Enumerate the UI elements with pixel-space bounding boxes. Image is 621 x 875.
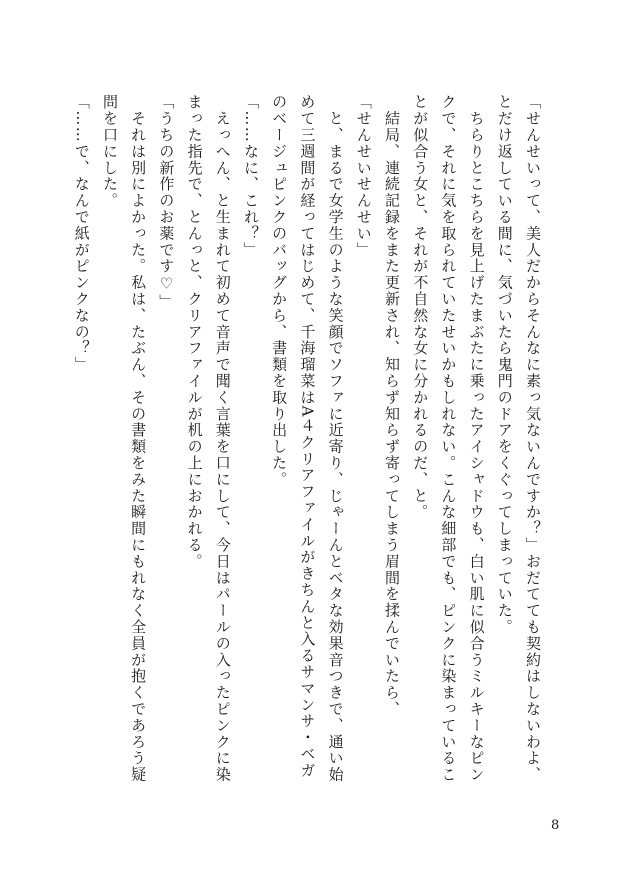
text-line: 「……なに、これ？」	[241, 94, 260, 258]
text-line: とだけ返している間に、気づいたら鬼門のドアをくぐってしまっていた。	[495, 94, 514, 636]
text-line: ちらりとこちらを見上げたまぶたに乗ったアイシャドウも、白い肌に似合うミルキーなピン	[467, 94, 486, 783]
text-line: まった指先で、とんっと、クリアファイルが机の上におかれる。	[185, 94, 204, 570]
text-line: とが似合う女と、それが不自然な女に分かれるのだ、と。	[411, 94, 430, 521]
text-line: めて三週間が経ってはじめて、千海瑠菜はA４クリアファイルがきちんと入るサマンサ・ベガ	[298, 94, 317, 779]
text-line: 「せんせいせんせい」	[354, 94, 373, 258]
text-line: 「せんせいって、美人だからそんなに素っ気ないんですか？」おだてても契約はしないわよ、	[524, 94, 542, 783]
text-line: と、まるで女学生のような笑顔でソファに近寄り、じゃーんとベタな効果音つきで、通い始	[326, 94, 345, 783]
page-number: 8	[551, 818, 560, 833]
text-line: のベージュピンクのバッグから、書類を取り出した。	[270, 94, 289, 488]
text-line: えっへん、と生まれて初めて音声で聞く言葉を口にして、今日はパールの入ったピンクに染	[213, 94, 232, 783]
text-line: 「……で、なんで紙がピンクなの？」	[72, 94, 91, 373]
text-line: クで、それに気を取られていたせいかもしれない。こんな細部でも、ピンクに染まっているこ	[439, 94, 458, 783]
vertical-text-block	[68, 94, 547, 794]
text-line: 結局、連続記録をまた更新され、知らず知らず寄ってしまう眉間を揉んでいたら、	[382, 94, 401, 718]
text-line: それは別によかった。私は、たぶん、その書類をみた瞬間にもれなく全員が抱くであろう疑	[129, 94, 148, 783]
text-line: 「うちの新作のお薬です♡」	[157, 94, 176, 311]
text-line: 問を口にした。	[100, 94, 119, 209]
